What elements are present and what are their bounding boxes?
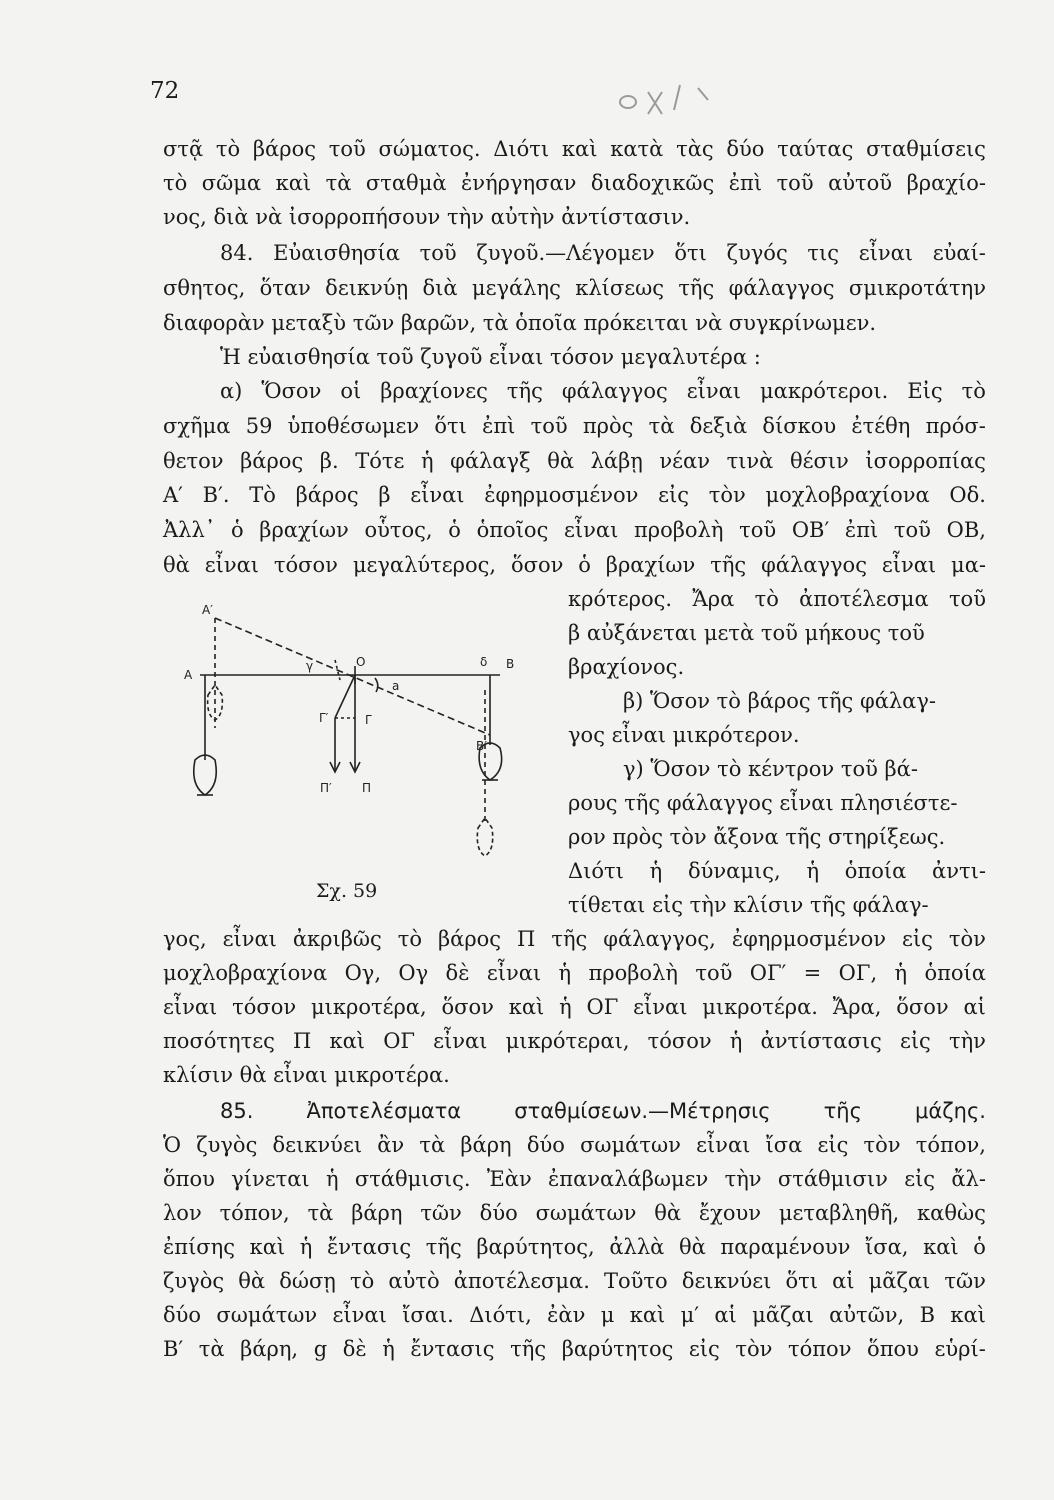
text-line: γος, εἶναι ἀκριβῶς τὸ βάρος Π τῆς φάλαγγος, ἐφηρμοσμένον εἰς τὸν	[163, 927, 986, 951]
column-line: γος εἶναι μικρότερον.	[568, 723, 800, 747]
label-B-prime: B′	[476, 739, 487, 753]
margin-scribble	[610, 70, 730, 120]
text-line: α) Ὅσον οἱ βραχίονες τῆς φάλαγγος εἶναι μακρότεροι. Εἰς τὸ	[220, 379, 986, 403]
column-line: γ) Ὅσον τὸ κέντρον τοῦ βά-	[623, 757, 918, 781]
text-line: εἶναι τόσον μικροτέρα, ὅσον καὶ ἡ ΟΓ εἶναι μικροτέρα. Ἄρα, ὅσον αἱ	[163, 995, 986, 1019]
text-line: ποσότητες Π καὶ ΟΓ εἶναι μικρότεραι, τόσον ἡ ἀντίστασις εἰς τὴν	[163, 1029, 986, 1053]
text-line: νος, διὰ νὰ ἰσορροπήσουν τὴν αὐτὴν ἀντίστασιν.	[163, 205, 691, 229]
label-B: B	[506, 657, 515, 671]
beam-tilted	[215, 618, 490, 735]
text-line: θὰ εἶναι τόσον μεγαλύτερος, ὅσον ὁ βραχίων τῆς φάλαγγος εἶναι μα-	[163, 553, 986, 577]
text-line: μοχλοβραχίονα Ογ, Ογ δὲ εἶναι ἡ προβολὴ τοῦ ΟΓ′ = ΟΓ, ἡ ὁποία	[163, 961, 986, 985]
text-line: σχῆμα 59 ὑποθέσωμεν ὅτι ἐπὶ τοῦ πρὸς τὰ δεξιὰ δίσκου ἐτέθη πρόσ-	[163, 414, 986, 438]
left-weight	[194, 755, 217, 795]
label-A: A	[184, 668, 193, 682]
label-alpha: a	[392, 679, 400, 693]
label-Pi-prime: Π′	[320, 781, 332, 795]
arm-OG-prime	[335, 675, 355, 718]
text-line: δύο σωμάτων εἶναι ἴσαι. Διότι, ἐὰν μ καὶ μ′ αἱ μᾶζαι αὐτῶν, Β καὶ	[163, 1303, 986, 1327]
section-84-heading: 84. Εὐαισθησία τοῦ ζυγοῦ.—Λέγομεν ὅτι ζυγός τις εἶναι εὐαί-	[220, 241, 986, 265]
label-gamma: γ	[306, 659, 314, 673]
text-line: σθητος, ὅταν δεικνύῃ διὰ μεγάλης κλίσεως τῆς φάλαγγος σμικροτάτην	[163, 276, 986, 300]
text-line: θετον βάρος β. Τότε ἡ φάλαγξ θὰ λάβῃ νέαν τινὰ θέσιν ἰσορροπίας	[163, 449, 986, 473]
text-line: Ὁ ζυγὸς δεικνύει ἂν τὰ βάρη δύο σωμάτων εἶναι ἴσα εἰς τὸν τόπον,	[163, 1133, 986, 1157]
label-Pi: Π	[362, 781, 372, 795]
column-line: ρους τῆς φάλαγγος εἶναι πλησιέστε-	[568, 791, 958, 815]
column-line: β) Ὅσον τὸ βάρος τῆς φάλαγ-	[623, 689, 937, 713]
column-line: Διότι ἡ δύναμις, ἡ ὁποία ἀντι-	[568, 859, 986, 883]
column-line: ρον πρὸς τὸν ἄξονα τῆς στηρίξεως.	[568, 825, 946, 849]
text-line: κλίσιν θὰ εἶναι μικροτέρα.	[163, 1063, 450, 1087]
section-85-heading: 85. Ἀποτελέσματα σταθμίσεων.—Μέτρησις τῆς μάζης.	[220, 1099, 986, 1123]
label-delta: δ	[480, 655, 488, 669]
figure-caption: Σχ. 59	[316, 880, 378, 902]
text-line: στᾷ τὸ βάρος τοῦ σώματος. Διότι καὶ κατὰ τὰς δύο ταύτας σταθμίσεις	[163, 137, 986, 161]
label-Gamma: Γ	[365, 713, 372, 727]
balance-diagram	[180, 600, 540, 890]
text-line: τὸ σῶμα καὶ τὰ σταθμὰ ἐνήργησαν διαδοχικῶς ἐπὶ τοῦ αὐτοῦ βραχίο-	[163, 171, 986, 195]
column-line: β αὐξάνεται μετὰ τοῦ μήκους τοῦ	[568, 621, 925, 645]
text-line: ζυγὸς θὰ δώσῃ τὸ αὐτὸ ἀποτέλεσμα. Τοῦτο δεικνύει ὅτι αἱ μᾶζαι τῶν	[163, 1269, 986, 1293]
text-line: ἐπίσης καὶ ἡ ἔντασις τῆς βαρύτητος, ἀλλὰ θὰ παραμένουν ἴσα, καὶ ὁ	[163, 1235, 986, 1259]
text-line: λον τόπον, τὰ βάρη τῶν δύο σωμάτων θὰ ἔχουν μεταβληθῆ, καθὼς	[163, 1201, 986, 1225]
text-line: Β′ τὰ βάρη, g δὲ ἡ ἔντασις τῆς βαρύτητος εἰς τὸν τόπον ὅπου εὑρί-	[163, 1337, 986, 1361]
label-O: O	[356, 655, 366, 669]
label-Gamma-prime: Γ′	[319, 711, 329, 725]
angle-arc	[375, 678, 378, 692]
text-line: Ἡ εὐαισθησία τοῦ ζυγοῦ εἶναι τόσον μεγαλυτέρα :	[220, 345, 761, 369]
column-line: κρότερος. Ἄρα τὸ ἀποτέλεσμα τοῦ	[568, 587, 986, 611]
label-A-prime: A′	[202, 603, 213, 617]
column-line: βραχίονος.	[568, 655, 685, 679]
right-pan-dashed	[477, 818, 492, 856]
text-line: διαφορὰν μεταξὺ τῶν βαρῶν, τὰ ὁποῖα πρόκειται νὰ συγκρίνωμεν.	[163, 311, 877, 335]
column-line: τίθεται εἰς τὴν κλίσιν τῆς φάλαγ-	[568, 893, 929, 917]
text-line: Ἀλλ᾽ ὁ βραχίων οὗτος, ὁ ὁποῖος εἶναι προβολὴ τοῦ ΟΒ′ ἐπὶ τοῦ ΟΒ,	[163, 518, 986, 542]
text-line: Α′ Β′. Τὸ βάρος β εἶναι ἐφηρμοσμένον εἰς τὸν μοχλοβραχίονα Οδ.	[163, 483, 986, 507]
margin-note-text: ολ\	[610, 70, 612, 71]
page-number: 72	[150, 78, 180, 104]
text-line: ὅπου γίνεται ἡ στάθμισις. Ἐὰν ἐπαναλάβωμεν τὴν στάθμισιν εἰς ἄλ-	[163, 1167, 986, 1191]
